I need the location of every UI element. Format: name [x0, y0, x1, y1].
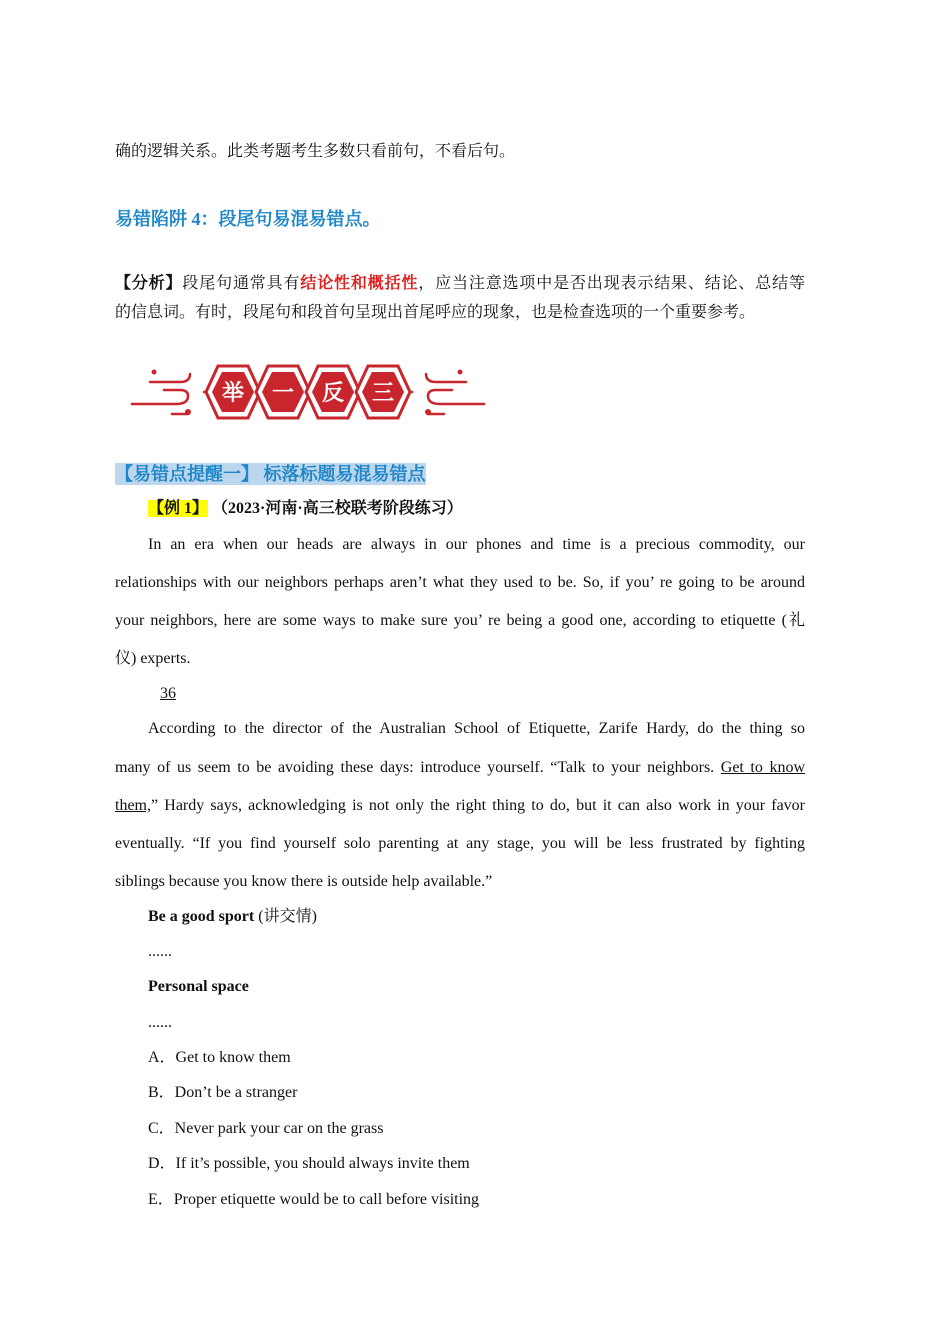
example-row — [148, 499, 463, 519]
passage-p2-line-3-text: ” Hardy says, acknowledging is not only the right thing to do, but it can also work in your favor — [151, 797, 805, 814]
option-a: A．Get to know them — [148, 1049, 291, 1066]
analysis-line-2: 的信息词。有时，段尾句和段首句呈现出首尾呼应的现象，也是检查选项的一个重要参考。 — [115, 304, 756, 321]
banner-graphic — [128, 360, 488, 424]
subhead-1-row — [148, 907, 317, 927]
banner-char-2: 一 — [271, 381, 295, 406]
passage-p1-line-4: 仪) experts. — [115, 650, 191, 667]
option-d: D．If it’s possible, you should always invite them — [148, 1155, 470, 1172]
underlined-phrase-a: Get to know — [720, 759, 806, 776]
intro-tail-text: 确的逻辑关系。此类考题考生多数只看前句，不看后句。 — [115, 143, 516, 160]
blank-36-row — [148, 684, 188, 704]
subhead-1-gloss: (讲交情) — [258, 908, 317, 925]
passage-p2-line-5: siblings because you know there is outside help available.” — [115, 873, 493, 890]
passage-p2-line-4: eventually. “If you find yourself solo parenting at any stage, you will be less frustrated by fighting — [115, 835, 805, 852]
subhead-personal-space: Personal space — [148, 978, 249, 995]
analysis-post: ，应当注意选项中是否出现表示结果、结论、总结等 — [418, 275, 805, 292]
reminder-heading-row — [115, 464, 426, 486]
analysis-line-1 — [115, 274, 805, 294]
ellipsis-1: ...... — [148, 943, 172, 960]
analysis-label: 【分析】 — [115, 275, 183, 292]
reminder-heading: 【易错点提醒一】 标落标题易混易错点 — [115, 464, 426, 484]
analysis-pre: 段尾句通常具有 — [182, 275, 301, 292]
subhead-be-a-good-sport: Be a good sport — [148, 908, 255, 925]
example-label: 【例 1】 — [148, 500, 209, 517]
underlined-phrase-b: them, — [115, 797, 151, 814]
passage-p2-line-1: According to the director of the Australian School of Etiquette, Zarife Hardy, do the thing so — [148, 720, 805, 737]
passage-p1-line-1: In an era when our heads are always in our phones and time is a precious commodity, our — [148, 536, 805, 553]
option-b: B．Don’t be a stranger — [148, 1084, 298, 1101]
passage-p2-line-3 — [115, 796, 805, 816]
ellipsis-2: ...... — [148, 1014, 172, 1031]
banner-char-4: 三 — [371, 381, 395, 406]
banner-left-cloud-icon — [132, 390, 188, 404]
banner-char-1: 举 — [221, 381, 245, 406]
trap4-heading: 易错陷阱 4：段尾句易混易错点。 — [115, 209, 381, 229]
passage-p2-line-2-text: many of us seem to be avoiding these days: introduce yourself. “Talk to your neighbors. — [115, 759, 715, 776]
banner-char-3: 反 — [321, 381, 345, 406]
blank-36: 36 — [160, 685, 176, 702]
passage-p1-line-3: your neighbors, here are some ways to make sure you’ re being a good one, according to etiquette (礼 — [115, 612, 806, 629]
option-e: E．Proper etiquette would be to call before visiting — [148, 1191, 480, 1208]
banner-right-cloud-icon — [428, 390, 484, 404]
example-source: （2023·河南·高三校联考阶段练习） — [212, 500, 463, 517]
passage-p2-line-2 — [115, 758, 805, 778]
passage-p1-line-2: relationships with our neighbors perhaps aren’t what they used to be. So, if you’ re going to be around — [115, 574, 805, 591]
analysis-emphasis: 结论性和概括性 — [300, 275, 419, 292]
option-c: C．Never park your car on the grass — [148, 1120, 384, 1137]
